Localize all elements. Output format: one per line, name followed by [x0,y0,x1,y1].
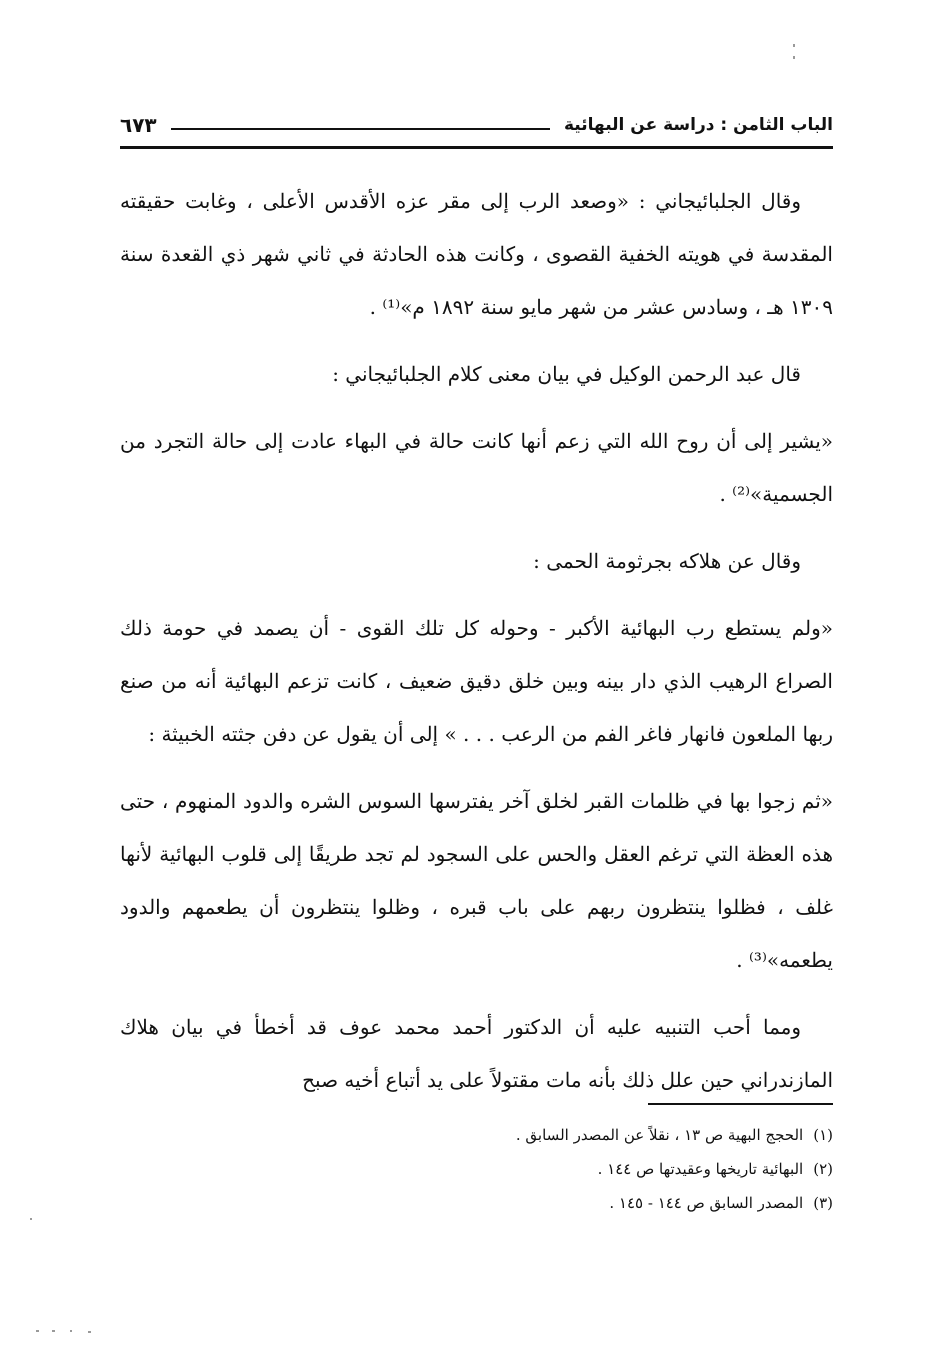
paragraph: قال عبد الرحمن الوكيل في بيان معنى كلام الجلبائيجاني : [332,362,801,386]
footnote [120,1118,833,1152]
paragraph: وقال الجلبائيجاني : «وصعد الرب إلى مقر عزه الأقدس الأعلى ، وغابت حقيقته المقدسة في هويته الخفية القصوى ، وكانت هذه الحادثة في ثاني شهر ذي القعدة سنة ١٣٠٩ هـ ، وسادس عشر من شهر مايو سنة ١٨٩٢ م»⁽¹⁾ . [120,189,833,319]
footnote [120,1152,833,1186]
header-leader-line [171,128,550,130]
footnote-number: (٢) [813,1160,833,1178]
running-header [120,108,833,142]
header-rule [120,146,833,149]
quotation-paragraph: «ثم زجوا بها في ظلمات القبر لخلق آخر يفترسها السوس الشره والدود المنهوم ، حتى هذه العظة التي ترغم العقل والحس على السجود لم تجد طريقًا إلى قلوب البهائية لأنها غلف ، فظلوا ينتظرون ربهم على باب قبره ، وظلوا ينتظرون أن يطعمهم والدود يطعمه»⁽³⁾ . [120,789,833,972]
scan-speck [793,56,795,59]
footnote [120,1186,833,1220]
paragraph: ومما أحب التنبيه عليه أن الدكتور أحمد محمد عوف قد أخطأ في بيان هلاك المازندراني حين علل ذلك بأنه مات مقتولاً على يد أتباع أخيه صبح [120,1015,833,1092]
scan-speck [30,1218,32,1220]
footnote-text: المصدر السابق ص ١٤٤ - ١٤٥ . [609,1194,804,1212]
footnotes [120,1118,833,1220]
scan-speck [70,1330,72,1332]
paragraph: وقال عن هلاكه بجرثومة الحمى : [533,549,801,573]
footnote-separator [648,1103,833,1105]
footnote-text: البهائية تاريخها وعقيدتها ص ١٤٤ . [597,1160,804,1178]
chapter-title: الباب الثامن : دراسة عن البهائية [563,115,833,135]
quotation-paragraph: «ولم يستطع رب البهائية الأكبر - وحوله كل تلك القوى - أن يصمد في حومة ذلك الصراع الرهيب الذي دار بينه وبين خلق دقيق ضعيف ، كانت تزعم البهائية أنه من صنع ربها الملعون فانهار فاغر الفم من الرعب . . . » إلى أن يقول عن دفن جثته الخبيثة : [120,616,833,746]
scan-speck [793,44,795,47]
scan-speck [36,1330,39,1332]
footnote-text: الحجج البهية ص ١٣ ، نقلاً عن المصدر السابق . [515,1126,804,1144]
page-number: ٦٧٣ [120,113,157,137]
quotation-paragraph: «يشير إلى أن روح الله التي زعم أنها كانت حالة في البهاء عادت إلى حالة التجرد من الجسمية»⁽²⁾ . [120,429,833,506]
scan-speck [88,1331,91,1333]
scan-speck [52,1330,55,1332]
body-text [120,175,833,1121]
footnote-number: (٣) [813,1194,833,1212]
footnote-number: (١) [813,1126,833,1144]
